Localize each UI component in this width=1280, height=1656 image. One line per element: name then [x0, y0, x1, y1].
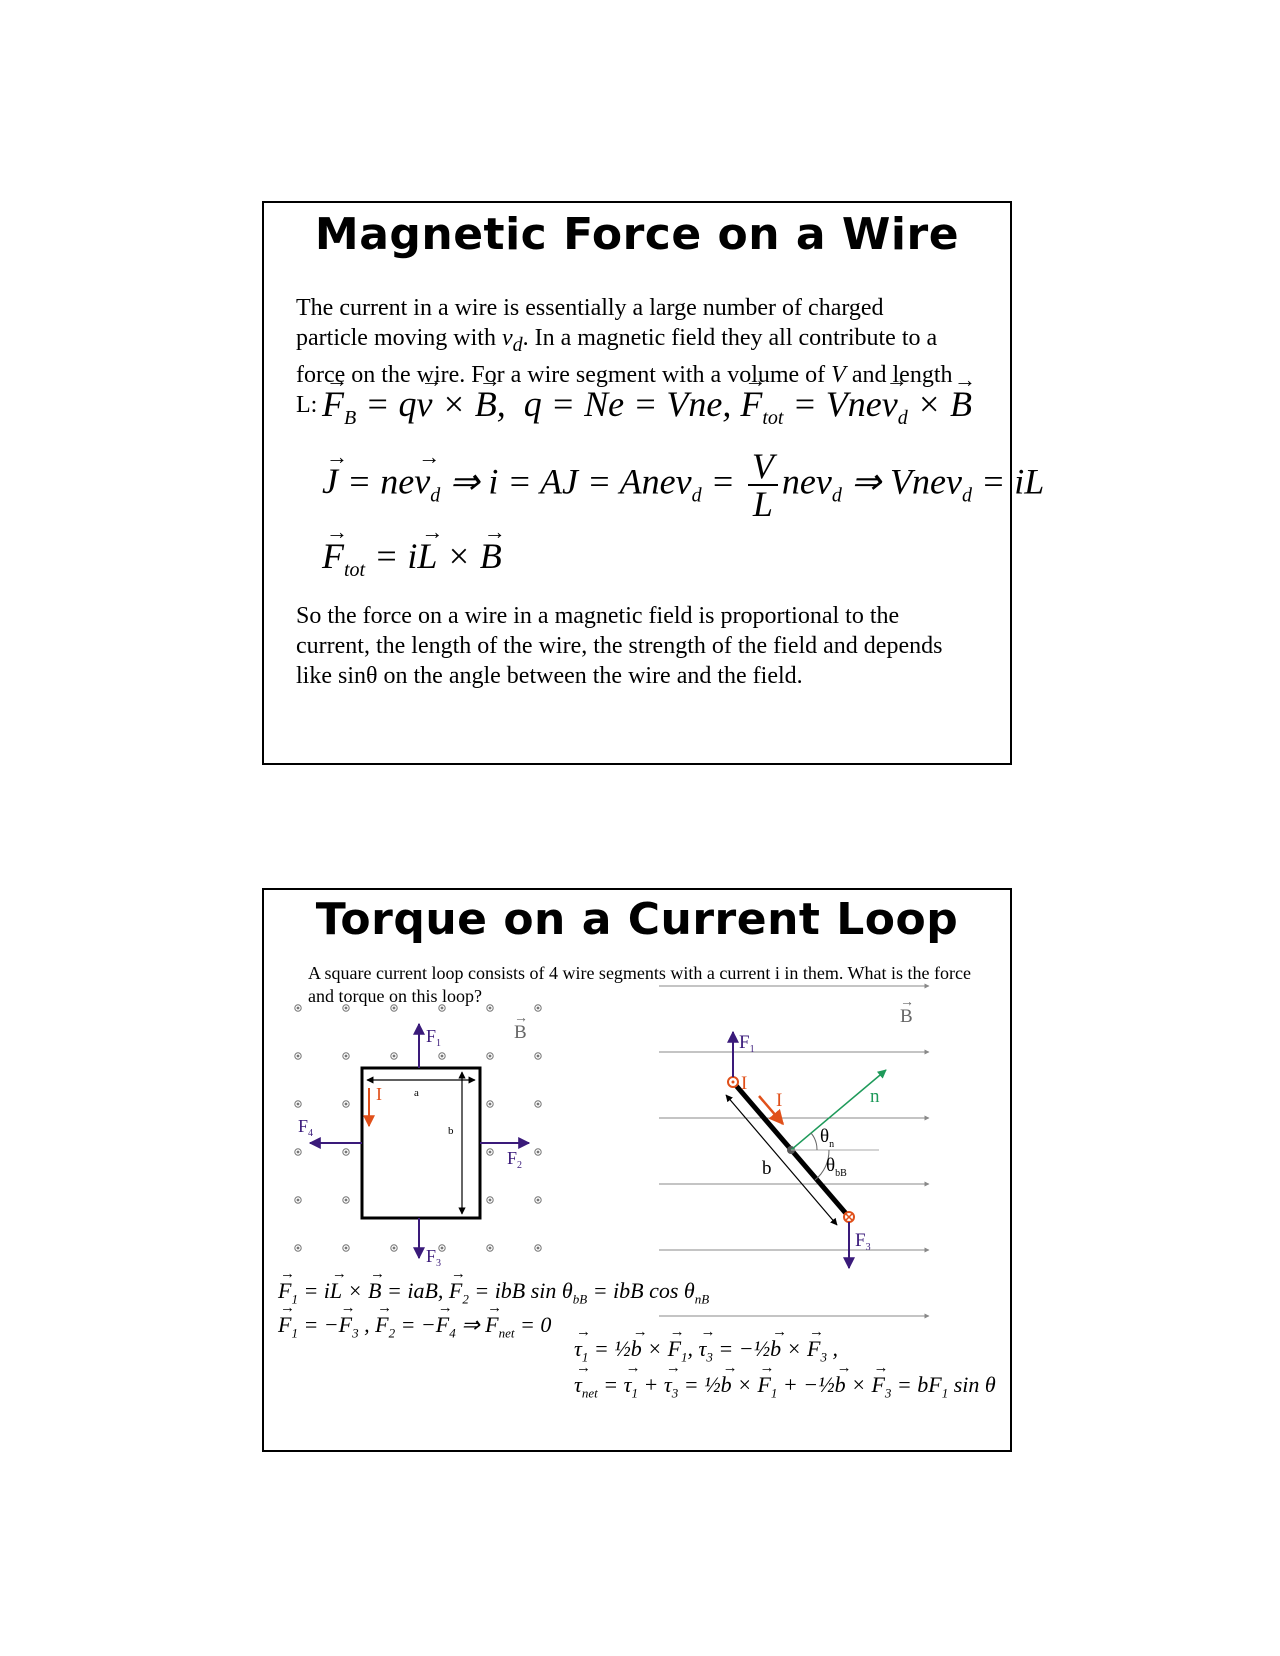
- vd-symbol: v: [501, 325, 513, 351]
- field-dots: [295, 1005, 541, 1251]
- field-dot-center: [489, 1199, 491, 1201]
- field-dot-center: [537, 1055, 539, 1057]
- field-dot-center: [297, 1055, 299, 1057]
- force-f4-label: $F_4$: [298, 1116, 314, 1139]
- slide1-conclusion: [296, 601, 996, 691]
- force-f1-side-label: $F_1$: [739, 1032, 755, 1055]
- intro-line-2a: particle moving with: [296, 325, 496, 351]
- b-field-vector-right: →: [900, 995, 914, 1010]
- field-dot-center: [537, 1199, 539, 1201]
- field-dot-center: [297, 1199, 299, 1201]
- current-label-mid: I: [776, 1090, 783, 1111]
- equation-torque-1: → $\tau_1$ = ½→ b × → $F_1$, → $\tau_3$ = −½→ b × → $F_3$ ,: [574, 1336, 838, 1365]
- field-dot-center: [537, 1151, 539, 1153]
- slide-magnetic-force: [262, 201, 1045, 765]
- field-dot-center: [489, 1151, 491, 1153]
- field-dot-center: [297, 1007, 299, 1009]
- intro-line-3b: and length: [845, 361, 953, 388]
- field-dot-center: [297, 1103, 299, 1105]
- field-dot-center: [345, 1055, 347, 1057]
- equation-forces-1: → $F_1 = i\to L$ × → B = iaB, → $F_2$ = ibB $\sin \theta_{bB}$ = ibB $\cos \theta_{nB}$: [278, 1278, 709, 1307]
- field-dot-center: [441, 1247, 443, 1249]
- force-f1-label: $F_1$: [426, 1026, 442, 1049]
- equation-total-force: → $F_{tot} = i\to L$ × → B: [322, 535, 502, 582]
- field-dot-center: [441, 1007, 443, 1009]
- field-dot-center: [345, 1199, 347, 1201]
- field-dot-center: [345, 1151, 347, 1153]
- vd-subscript: d: [512, 333, 523, 356]
- force-f3-label: $F_3$: [426, 1246, 442, 1269]
- wire-out-dot: [732, 1081, 735, 1084]
- b-field-label-left: B: [514, 1022, 527, 1043]
- current-label-left: I: [376, 1084, 382, 1104]
- slide1-title: Magnetic Force on a Wire: [314, 209, 960, 260]
- force-f2-label: $F_2$: [507, 1148, 523, 1171]
- slide2-intro: A square current loop consists of 4 wire segments with a current i in them. What is the force and torque on this loop?: [308, 963, 971, 1006]
- field-dot-center: [441, 1055, 443, 1057]
- field-dot-center: [489, 1055, 491, 1057]
- field-dot-center: [537, 1007, 539, 1009]
- dimension-a-label: a: [414, 1087, 419, 1099]
- field-dot-center: [489, 1247, 491, 1249]
- dimension-b-side: [726, 1095, 837, 1225]
- field-dot-center: [489, 1103, 491, 1105]
- field-dot-center: [345, 1247, 347, 1249]
- intro-line-4: L:: [296, 391, 318, 418]
- field-dot-center: [537, 1103, 539, 1105]
- intro-line-3a: force on the wire. For a wire segment with a volume of: [296, 361, 832, 388]
- b-field-label-right: B: [900, 1006, 913, 1027]
- b-field-vector-left: →: [514, 1011, 528, 1026]
- slide-torque-loop: [262, 888, 1012, 1452]
- normal-label: n: [870, 1086, 880, 1107]
- theta-bb-label: $\theta_{bB}$: [826, 1155, 847, 1179]
- field-dot-center: [345, 1103, 347, 1105]
- dimension-b-side-label: b: [762, 1158, 772, 1179]
- field-dot-center: [393, 1247, 395, 1249]
- theta-n-label: $\theta_n$: [820, 1126, 835, 1150]
- theta-n-arc: [811, 1133, 817, 1150]
- field-dot-center: [393, 1007, 395, 1009]
- intro-line-2b: . In a magnetic field they all contribute to a: [522, 325, 938, 351]
- field-dot-center: [297, 1151, 299, 1153]
- normal-vector-arrow: [791, 1070, 886, 1150]
- conclusion-line-2: current, the length of the wire, the strength of the field and depends: [296, 633, 943, 659]
- intro-line-1: The current in a wire is essentially a large number of charged: [296, 295, 884, 321]
- conclusion-line-1: So the force on a wire in a magnetic field is proportional to the: [296, 603, 900, 629]
- slide2-title: Torque on a Current Loop: [315, 894, 959, 945]
- field-dot-center: [393, 1055, 395, 1057]
- equation-current-density: → $J = ne\to v_d$ ⇒ i = AJ = Anev$_d$ = $\frac{V}{L}$ nev$_d$ ⇒ Vnev$_d$ = iL: [322, 448, 1044, 522]
- field-dot-center: [489, 1007, 491, 1009]
- equation-torque-2: → $\tau_{net}$ = → $\tau_1$ + → $\tau_3$ = ½→ b × → $F_1$ + −½→ b × → $F_3 = bF_1$ sin θ: [574, 1372, 996, 1401]
- force-f3-side-label: $F_3$: [855, 1230, 871, 1253]
- equation-force-on-charge: → $F_B = q\to v$ × → B, q = Ne = Vne, → $F_{tot} = Vne\to v_d$ × → B: [322, 383, 972, 430]
- equation-forces-2: → $F_1$ = −→ $F_3$ , → $F_2$ = −→ $F_4$ ⇒ → $F_{net} = 0$: [278, 1312, 551, 1341]
- current-label-top: I: [741, 1073, 748, 1094]
- conclusion-line-3: like sinθ on the angle between the wire and the field.: [296, 663, 803, 689]
- field-dot-center: [297, 1247, 299, 1249]
- volume-symbol: V: [831, 361, 846, 388]
- dimension-b-label: b: [448, 1125, 454, 1137]
- field-dot-center: [345, 1007, 347, 1009]
- field-dot-center: [537, 1247, 539, 1249]
